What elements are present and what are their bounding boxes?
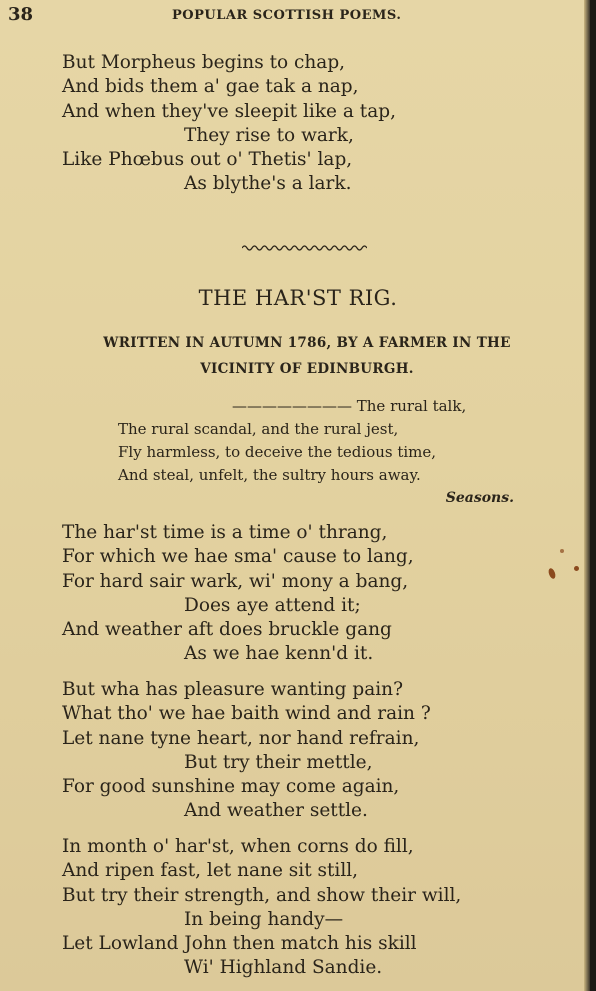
poem-line: For which we hae sma' cause to lang, bbox=[62, 546, 414, 568]
poem-line: But Morpheus begins to chap, bbox=[62, 52, 346, 73]
poem-line: And ripen fast, let nane sit still, bbox=[62, 860, 359, 882]
poem-line: As blythe's a lark. bbox=[184, 173, 352, 195]
subtitle-line: VICINITY OF EDINBURGH. bbox=[200, 361, 414, 377]
epigraph-line: ———————— The rural talk, bbox=[232, 397, 467, 415]
poem-line: In month o' har'st, when corns do fill, bbox=[62, 836, 414, 857]
poem-title: THE HAR'ST RIG. bbox=[198, 286, 398, 310]
poem-line: For hard sair wark, wi' mony a bang, bbox=[62, 570, 409, 592]
poem-line: But try their strength, and show their will, bbox=[62, 884, 462, 906]
stanza bbox=[62, 678, 431, 824]
paper-stain bbox=[560, 549, 564, 553]
poem-line: Wi' Highland Sandie. bbox=[184, 957, 383, 979]
stanza bbox=[62, 521, 414, 667]
poem-line: Like Phœbus out o' Thetis' lap, bbox=[62, 149, 353, 171]
stanza bbox=[62, 835, 461, 981]
epigraph-line: And steal, unfelt, the sultry hours away. bbox=[118, 466, 421, 484]
poem-line: They rise to wark, bbox=[184, 124, 354, 146]
poem-line: And when they've sleepit like a tap, bbox=[62, 100, 396, 122]
poem-line: Does aye attend it; bbox=[184, 594, 361, 616]
poem-line: But wha has pleasure wanting pain? bbox=[62, 679, 404, 700]
poem-line: What tho' we hae baith wind and rain ? bbox=[62, 703, 431, 725]
wavy-ornament bbox=[242, 243, 367, 253]
page-number: 38 bbox=[8, 4, 34, 25]
poem-subtitle bbox=[62, 330, 552, 382]
poem-line: But try their mettle, bbox=[184, 751, 373, 773]
poem-line: For good sunshine may come again, bbox=[62, 776, 400, 798]
paper-stain bbox=[547, 567, 556, 579]
poem-line: And weather settle. bbox=[184, 800, 368, 822]
poem-line: In being handy— bbox=[184, 908, 344, 930]
poem-line: And bids them a' gae tak a nap, bbox=[62, 76, 359, 98]
poem-line: The har'st time is a time o' thrang, bbox=[62, 522, 388, 543]
page-edge bbox=[584, 0, 590, 991]
poem-line: And weather aft does bruckle gang bbox=[62, 619, 392, 641]
epigraph-attribution: Seasons. bbox=[445, 490, 514, 506]
epigraph-line: The rural scandal, and the rural jest, bbox=[118, 420, 399, 438]
subtitle-line: WRITTEN IN AUTUMN 1786, BY A FARMER IN THE bbox=[103, 335, 511, 351]
epigraph bbox=[118, 395, 514, 509]
poem-line: Let Lowland John then match his skill bbox=[62, 933, 417, 955]
poem-line: As we hae kenn'd it. bbox=[184, 643, 374, 665]
paper-stain bbox=[574, 566, 579, 571]
poem-line: Let nane tyne heart, nor hand refrain, bbox=[62, 727, 420, 749]
opening-stanza bbox=[62, 51, 396, 197]
running-head: POPULAR SCOTTISH POEMS. bbox=[172, 8, 402, 23]
epigraph-line: Fly harmless, to deceive the tedious time, bbox=[118, 443, 437, 461]
